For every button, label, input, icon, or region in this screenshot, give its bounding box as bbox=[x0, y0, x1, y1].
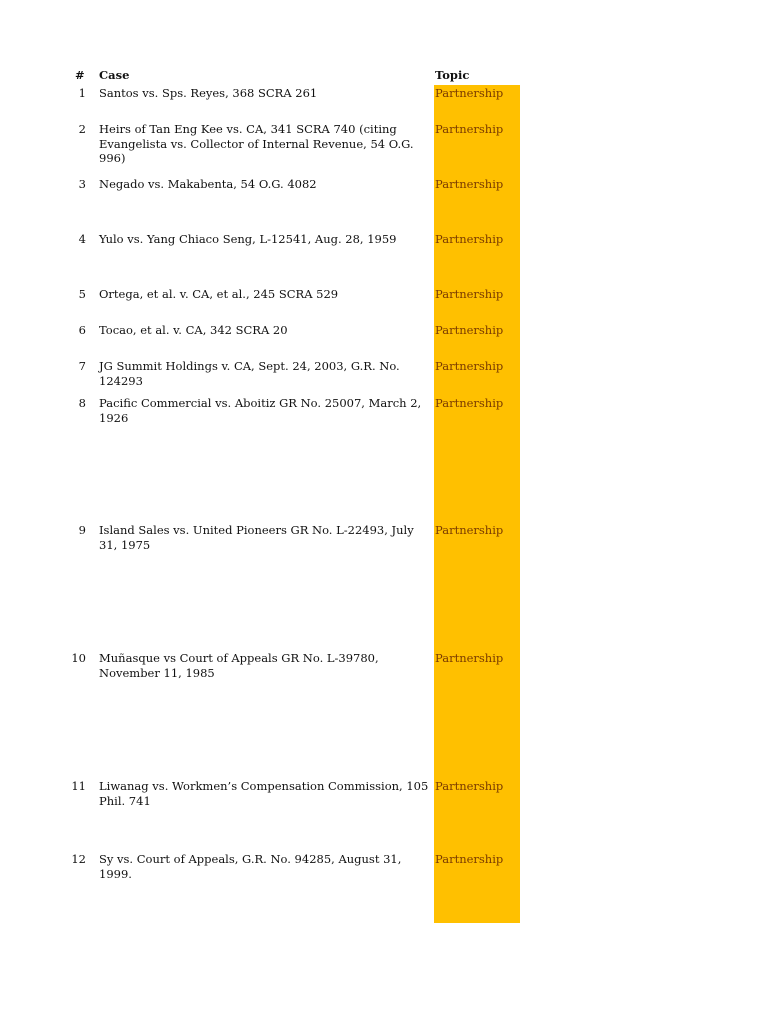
topic-cell: Partnership bbox=[435, 396, 504, 410]
topic-cell: Partnership bbox=[435, 651, 504, 665]
topic-cell: Partnership bbox=[435, 359, 504, 373]
case-cell: Muñasque vs Court of Appeals GR No. L-39780, November 11, 1985 bbox=[99, 651, 379, 680]
row-number: 6 bbox=[78, 323, 86, 337]
row-number: 4 bbox=[78, 232, 86, 246]
case-cell: Sy vs. Court of Appeals, G.R. No. 94285, August 31, 1999. bbox=[99, 852, 402, 881]
topic-cell: Partnership bbox=[435, 287, 504, 301]
row-number: 9 bbox=[78, 523, 86, 537]
row-number: 8 bbox=[78, 396, 86, 410]
topic-column-highlight bbox=[434, 85, 520, 923]
case-cell: Santos vs. Sps. Reyes, 368 SCRA 261 bbox=[99, 86, 318, 100]
case-cell: Heirs of Tan Eng Kee vs. CA, 341 SCRA 740 (citing Evangelista vs. Collector of Internal Revenue, 54 O.G. 996) bbox=[99, 122, 414, 165]
topic-cell: Partnership bbox=[435, 122, 504, 136]
header-case: Case bbox=[99, 68, 130, 82]
topic-cell: Partnership bbox=[435, 232, 504, 246]
row-number: 2 bbox=[78, 122, 86, 136]
row-number: 5 bbox=[78, 287, 86, 301]
topic-cell: Partnership bbox=[435, 177, 504, 191]
row-number: 1 bbox=[78, 86, 86, 100]
case-cell: Liwanag vs. Workmen’s Compensation Commission, 105 Phil. 741 bbox=[99, 779, 429, 808]
row-number: 11 bbox=[71, 779, 86, 793]
row-number: 3 bbox=[78, 177, 86, 191]
topic-cell: Partnership bbox=[435, 86, 504, 100]
case-cell: Island Sales vs. United Pioneers GR No. L-22493, July 31, 1975 bbox=[99, 523, 414, 552]
row-number: 12 bbox=[71, 852, 86, 866]
case-cell: JG Summit Holdings v. CA, Sept. 24, 2003, G.R. No. 124293 bbox=[99, 359, 400, 388]
topic-cell: Partnership bbox=[435, 852, 504, 866]
header-topic: Topic bbox=[435, 68, 470, 82]
case-cell: Ortega, et al. v. CA, et al., 245 SCRA 529 bbox=[99, 287, 339, 301]
header-number: # bbox=[75, 68, 85, 82]
case-cell: Tocao, et al. v. CA, 342 SCRA 20 bbox=[99, 323, 288, 337]
case-cell: Pacific Commercial vs. Aboitiz GR No. 25007, March 2, 1926 bbox=[99, 396, 422, 425]
case-cell: Negado vs. Makabenta, 54 O.G. 4082 bbox=[99, 177, 317, 191]
case-cell: Yulo vs. Yang Chiaco Seng, L-12541, Aug. 28, 1959 bbox=[99, 232, 397, 246]
row-number: 7 bbox=[78, 359, 86, 373]
row-number: 10 bbox=[71, 651, 86, 665]
topic-cell: Partnership bbox=[435, 523, 504, 537]
topic-cell: Partnership bbox=[435, 323, 504, 337]
topic-cell: Partnership bbox=[435, 779, 504, 793]
